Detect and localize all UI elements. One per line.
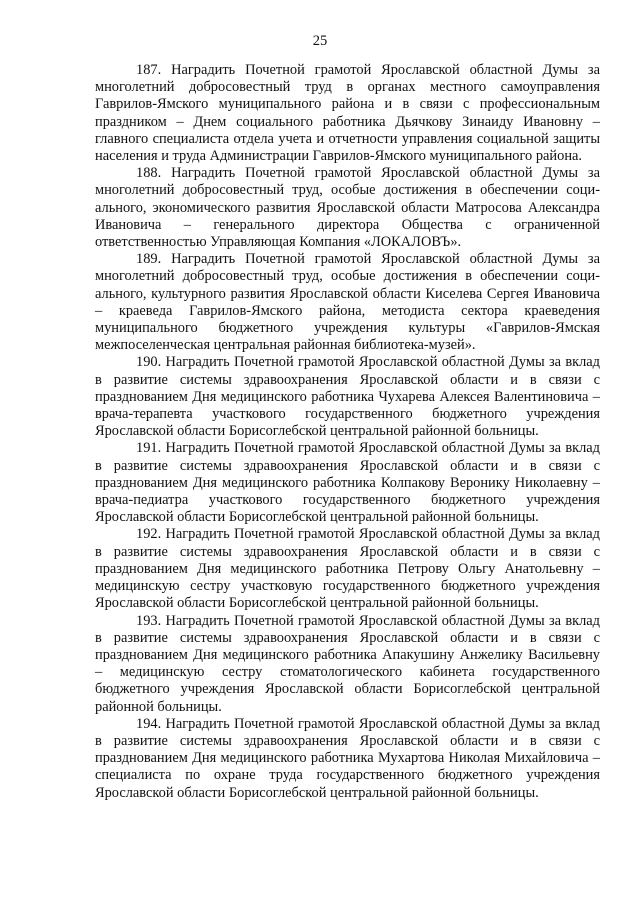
paragraph-number: 193. — [136, 612, 162, 629]
paragraph-number: 190. — [136, 354, 162, 371]
paragraph-text: Наградить Почетной грамотой Ярославской областной Думы за многолетний добросовестный труд, особые достижения в обеспечении социального, экономического развития Ярославской области Матросова Александра Ивановича – генерального директора Общества с ограниченной ответственностью Управляющая Компания «ЛОКАЛОВЪ». — [95, 165, 600, 251]
paragraph-188 — [95, 165, 600, 251]
paragraph-text: Наградить Почетной грамотой Ярославской областной Думы за вклад в развитие системы здравоохранения Ярославской области и в связи с празднованием Дня медицинского работника Апакушину Анжелику Васильевну – медицинскую сестру стоматологического кабинета государственного бюджетного учреждения Ярославской области Борисоглебской центральной районной больницы. — [95, 612, 600, 715]
paragraph-number: 194. — [136, 715, 162, 732]
paragraph-number: 188. — [136, 165, 162, 182]
document-body — [95, 62, 600, 802]
paragraph-number: 191. — [136, 440, 162, 457]
paragraph-191 — [95, 440, 600, 526]
page-number: 25 — [312, 33, 328, 49]
paragraph-number: 187. — [136, 62, 162, 78]
paragraph-193 — [95, 613, 600, 716]
paragraph-number: 189. — [136, 251, 162, 268]
paragraph-text: Наградить Почетной грамотой Ярославской областной Думы за вклад в развитие системы здравоохранения Ярославской области и в связи с празднованием Дня медицинского работника Петрову Ольгу Анатольевну – медицинскую сестру участковую государственного бюджетного учреждения Ярославской области Борисоглебской центральной районной больницы. — [95, 526, 600, 612]
paragraph-number: 192. — [136, 526, 162, 543]
paragraph-187 — [95, 62, 600, 165]
paragraph-text: Наградить Почетной грамотой Ярославской областной Думы за вклад в развитие системы здравоохранения Ярославской области и в связи с празднованием Дня медицинского работника Чухарева Алексея Валентиновича – врача-терапевта участкового государственного бюджетного учреждения Ярославской области Борисоглебской центральной районной больницы. — [95, 354, 600, 440]
paragraph-194 — [95, 716, 600, 802]
paragraph-190 — [95, 354, 600, 440]
paragraph-text: Наградить Почетной грамотой Ярославской областной Думы за вклад в развитие системы здравоохранения Ярославской области и в связи с празднованием Дня медицинского работника Колпакову Веронику Николаевну – врача-педиатра участкового государственного бюджетного учреждения Ярославской области Борисоглебской центральной районной больницы. — [95, 440, 600, 526]
paragraph-text: Наградить Почетной грамотой Ярославской областной Думы за многолетний добросовестный труд, особые достижения в обеспечении социального, культурного развития Ярославской области Киселева Сергея Ивановича – краеведа Гаврилов-Ямского района, методиста сектора краеведения муниципального бюджетного учреждения культуры «Гаврилов-Ямская межпоселенческая центральная районная библиотека-музей». — [95, 251, 600, 354]
paragraph-text: Наградить Почетной грамотой Ярославской областной Думы за многолетний добросовестный труд в органах местного самоуправления Гаврилов-Ямского муниципального района и в связи с профессиональным праздником – Днем социального работника Дьячкову Зинаиду Ивановну – главного специалиста отдела учета и отчетности управления социальной защиты населения и труда Администрации Гаврилов-Ямского муниципального района. — [95, 62, 600, 165]
paragraph-192 — [95, 526, 600, 612]
paragraph-189 — [95, 251, 600, 354]
paragraph-text: Наградить Почетной грамотой Ярославской областной Думы за вклад в развитие системы здравоохранения Ярославской области и в связи с празднованием Дня медицинского работника Мухартова Николая Михайловича – специалиста по охране труда государственного бюджетного учреждения Ярославской области Борисоглебской центральной районной больницы. — [95, 715, 600, 801]
